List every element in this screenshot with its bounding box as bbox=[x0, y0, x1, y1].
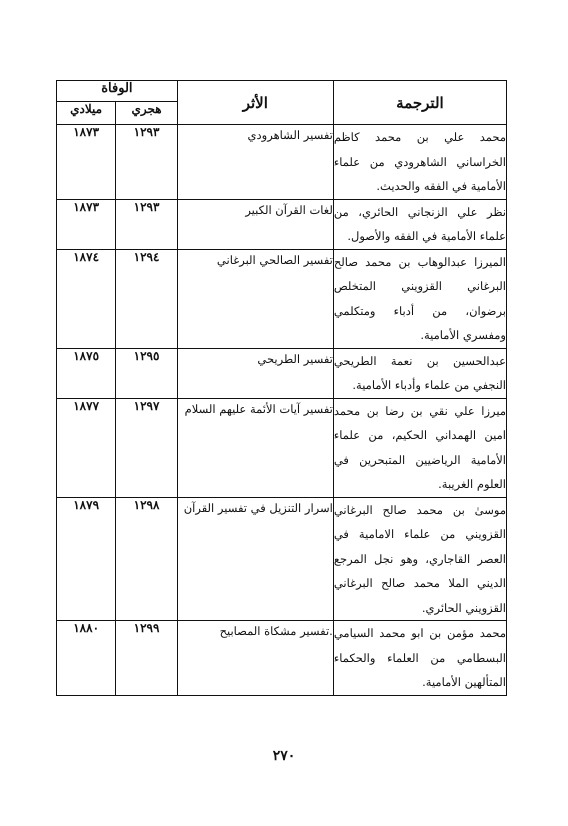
header-hijri: هجري bbox=[116, 102, 178, 125]
work-cell: اسرار التنزيل في تفسير القرآن bbox=[177, 497, 333, 621]
work-cell: .تفسير مشكاة المصابيح bbox=[177, 621, 333, 696]
header-translation: الترجمة bbox=[333, 81, 506, 125]
table-row bbox=[57, 398, 507, 497]
work-cell: تفسير الطريحي bbox=[177, 348, 333, 398]
gregorian-year-cell: ١٨٧٣ bbox=[57, 125, 116, 200]
header-gregorian: ميلادي bbox=[57, 102, 116, 125]
translation-cell: ميرزا علي نقي بن رضا بن محمد امين الهمداني الحكيم، من علماء الأمامية الرياضيين المتبحرين في العلوم الغريبة. bbox=[333, 398, 506, 497]
work-cell: تفسير الصالحي البرغاني bbox=[177, 249, 333, 348]
gregorian-year-cell: ١٨٧٩ bbox=[57, 497, 116, 621]
work-cell: لغات القرآن الكبير bbox=[177, 199, 333, 249]
table-row bbox=[57, 125, 507, 200]
translation-cell: محمد مؤمن بن ابو محمد السيامي البسطامي من العلماء والحكماء المتألهين الأمامية. bbox=[333, 621, 506, 696]
table-row bbox=[57, 199, 507, 249]
work-cell: تفسير الشاهرودي bbox=[177, 125, 333, 200]
hijri-year-cell: ١٢٩٩ bbox=[116, 621, 178, 696]
translation-cell: عبدالحسين بن نعمة الطريحي النجفي من علماء وأدباء الأمامية. bbox=[333, 348, 506, 398]
work-cell: تفسير آيات الأئمة عليهم السلام bbox=[177, 398, 333, 497]
gregorian-year-cell: ١٨٨٠ bbox=[57, 621, 116, 696]
table-row bbox=[57, 348, 507, 398]
table-row bbox=[57, 497, 507, 621]
table-row bbox=[57, 249, 507, 348]
header-work: الأثر bbox=[177, 81, 333, 125]
table-row bbox=[57, 621, 507, 696]
hijri-year-cell: ١٢٩٥ bbox=[116, 348, 178, 398]
hijri-year-cell: ١٢٩٧ bbox=[116, 398, 178, 497]
page-number: ٢٧٠ bbox=[272, 748, 296, 764]
gregorian-year-cell: ١٨٧٧ bbox=[57, 398, 116, 497]
header-death: الوفاة bbox=[57, 81, 178, 102]
hijri-year-cell: ١٢٩٨ bbox=[116, 497, 178, 621]
translation-cell: موسىٰ بن محمد صالح البرغاني القزويني من علماء الامامية في العصر القاجاري، وهو نجل المرجع الديني الملا محمد صالح البرغاني القزويني الحائري. bbox=[333, 497, 506, 621]
translation-cell: نظر علي الزنجاني الحائري، من علماء الأمامية في الفقه والأصول. bbox=[333, 199, 506, 249]
hijri-year-cell: ١٢٩٣ bbox=[116, 199, 178, 249]
gregorian-year-cell: ١٨٧٣ bbox=[57, 199, 116, 249]
hijri-year-cell: ١٢٩٤ bbox=[116, 249, 178, 348]
biography-table bbox=[56, 80, 507, 696]
translation-cell: الميرزا عبدالوهاب بن محمد صالح البرغاني القزويني المتخلص برضوان، من أدباء ومتكلمي ومفسري الأمامية. bbox=[333, 249, 506, 348]
translation-cell: محمد علي بن محمد كاظم الخراساني الشاهرودي من علماء الأمامية في الفقه والحديث. bbox=[333, 125, 506, 200]
gregorian-year-cell: ١٨٧٥ bbox=[57, 348, 116, 398]
gregorian-year-cell: ١٨٧٤ bbox=[57, 249, 116, 348]
hijri-year-cell: ١٢٩٣ bbox=[116, 125, 178, 200]
